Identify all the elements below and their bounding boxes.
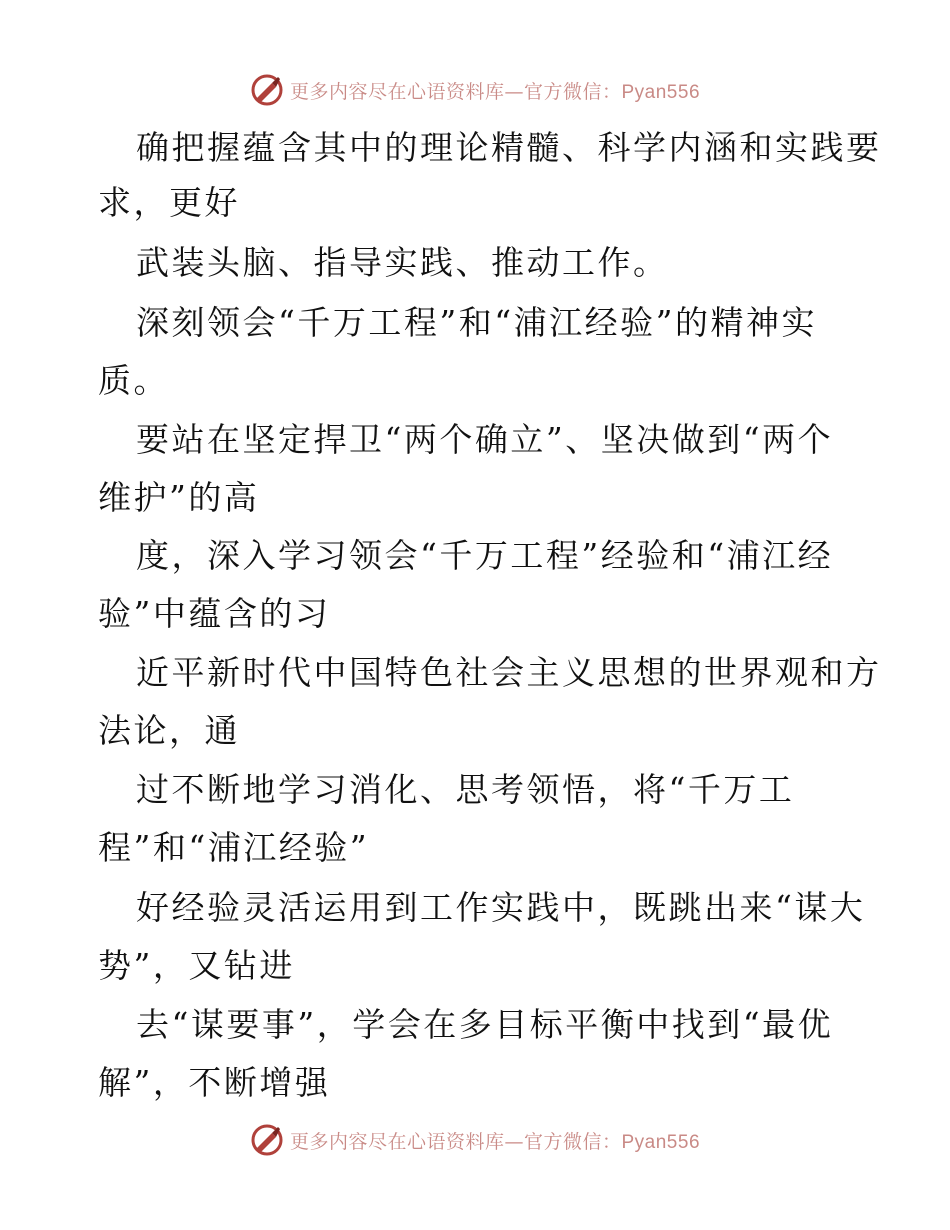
text-line: 近平新时代中国特色社会主义思想的世界观和方 [136, 653, 882, 692]
text-line: 要站在坚定捍卫“两个确立”、坚决做到“两个 [136, 420, 834, 459]
text-line: 验”中蕴含的习 [98, 594, 331, 633]
footer-watermark [0, 1122, 950, 1158]
pen-logo-icon [250, 1123, 284, 1157]
text-line: 度，深入学习领会“千万工程”经验和“浦江经 [136, 536, 834, 575]
text-line: 武装头脑、指导实践、推动工作。 [136, 243, 669, 282]
text-line: 深刻领会“千万工程”和“浦江经验”的精神实 [136, 303, 817, 342]
text-line: 维护”的高 [98, 478, 260, 517]
text-line: 法论，通 [98, 711, 240, 750]
text-line: 好经验灵活运用到工作实践中，既跳出来“谋大 [136, 888, 866, 927]
header-watermark [0, 72, 950, 108]
text-line: 确把握蕴含其中的理论精髓、科学内涵和实践要 [136, 128, 882, 167]
watermark-text: 更多内容尽在心语资料库—官方微信：Pyan556 [289, 1130, 701, 1153]
watermark-text: 更多内容尽在心语资料库—官方微信：Pyan556 [289, 80, 701, 103]
text-line: 求，更好 [98, 183, 240, 222]
text-line: 势”，又钻进 [98, 946, 295, 985]
pen-logo-icon [250, 73, 284, 107]
text-line: 过不断地学习消化、思考领悟，将“千万工 [136, 770, 795, 809]
text-line: 解”，不断增强 [98, 1063, 331, 1102]
text-line: 去“谋要事”，学会在多目标平衡中找到“最优 [136, 1005, 834, 1044]
text-line: 程”和“浦江经验” [98, 828, 370, 867]
text-line: 质。 [98, 361, 169, 400]
